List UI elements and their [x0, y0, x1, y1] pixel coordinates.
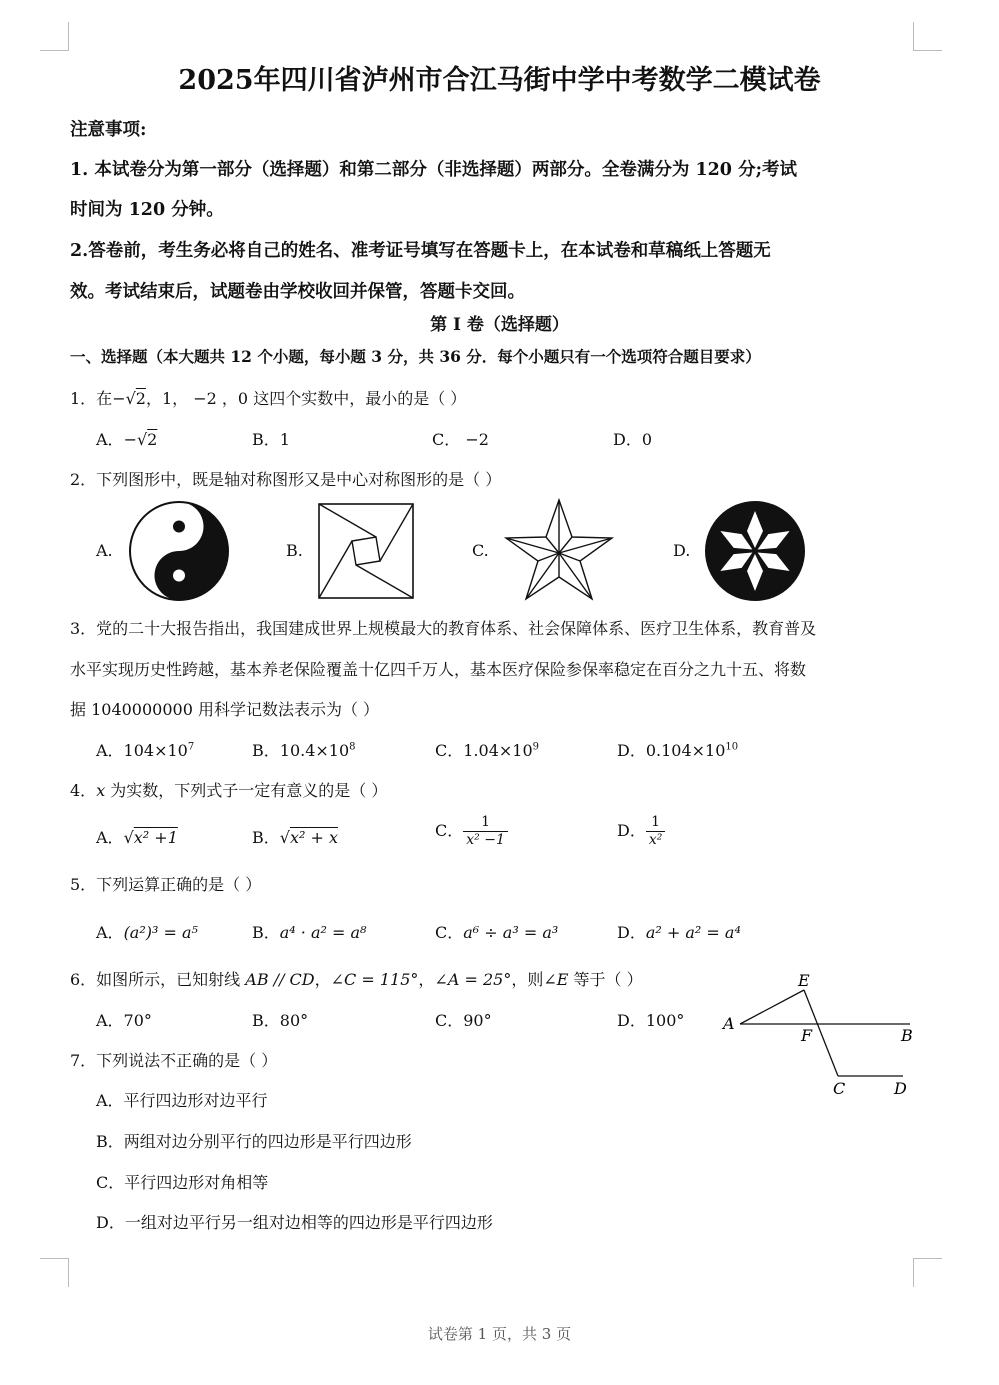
q1-neg: −	[112, 389, 126, 408]
q6-angle-e: ∠E	[543, 970, 569, 989]
q6-angle-c: ∠C = 115°	[330, 970, 419, 989]
q3-option-b-exp: 8	[349, 741, 356, 753]
notice-line1a: 1. 本试卷分为第一部分（选择题）和第二部分（非选择题）两部分。全卷满分为 120 分;考试	[70, 160, 798, 180]
question-3-line3: 据 1040000000 用科学记数法表示为（ ）	[70, 700, 380, 719]
point-label-a: A	[723, 1014, 735, 1033]
q5-option-d-label: D．	[617, 923, 646, 942]
yin-yang-icon	[128, 500, 230, 602]
q7-option-c: C．平行四边形对角相等	[96, 1173, 269, 1192]
q1-option-a	[96, 427, 157, 450]
notice-line2b: 效。考试结束后，试题卷由学校收回并保管，答题卡交回。	[70, 282, 525, 302]
crop-mark-bottom-left	[40, 1258, 69, 1287]
notice-line2a: 2.答卷前，考生务必将自己的姓名、准考证号填写在答题卡上，在本试卷和草稿纸上答题无	[70, 241, 771, 261]
q3-option-b	[252, 738, 356, 761]
notice-line1b: 时间为 120 分钟。	[70, 200, 224, 220]
crop-mark-top-right	[913, 22, 942, 51]
star-icon	[503, 497, 615, 603]
snowflake-disk-icon	[704, 500, 806, 602]
sqrt-symbol: √	[123, 828, 134, 847]
q1-text: ，1， −2 ，0 这四个实数中，最小的是（ ）	[145, 389, 467, 408]
q1-option-b: B．1	[252, 430, 290, 449]
notice-heading: 注意事项:	[70, 120, 147, 140]
q5-option-c-label: C．	[435, 923, 464, 942]
part-title: 第 I 卷（选择题）	[430, 315, 569, 335]
point-label-d: D	[894, 1079, 907, 1098]
q6-option-d: D．100°	[617, 1011, 685, 1030]
geometry-figure	[718, 968, 923, 1098]
q6-sep1: ，	[314, 970, 331, 989]
q1-option-a-radicand: 2	[147, 430, 158, 449]
q2-label-c: C.	[472, 541, 489, 560]
q6-option-c: C．90°	[435, 1011, 492, 1030]
q4-option-c-denominator: x² −1	[466, 832, 505, 848]
q5-option-b	[252, 920, 366, 943]
q3-option-d-base: D．0.104×10	[617, 741, 726, 760]
q3-option-b-base: B．10.4×10	[252, 741, 350, 760]
q1-option-a-neg: −	[123, 430, 137, 449]
q1-radicand: 2	[135, 389, 146, 408]
q4-variable: x	[96, 781, 106, 800]
q3-option-c-base: C．1.04×10	[435, 741, 533, 760]
q7-option-a: A．平行四边形对边平行	[96, 1091, 268, 1110]
q3-option-d	[617, 738, 738, 761]
q5-option-a	[96, 920, 198, 943]
q4-option-b-radicand: x² + x	[289, 828, 339, 847]
q3-option-a-base: A．104×10	[96, 741, 188, 760]
q4-option-c	[435, 814, 508, 849]
pinwheel-square-icon	[318, 503, 414, 599]
crop-mark-top-left	[40, 22, 69, 51]
q4-option-a-radicand: x² +1	[133, 828, 178, 847]
q4-option-d-label: D．	[617, 821, 646, 840]
q4-option-c-label: C．	[435, 821, 464, 840]
page-title: 2025年四川省泸州市合江马街中学中考数学二模试卷	[178, 65, 821, 96]
section-heading: 一、选择题（本大题共 12 个小题，每小题 3 分，共 36 分．每个小题只有一个选项符合题目要求）	[70, 347, 761, 366]
q4-option-d-denominator: x²	[648, 832, 663, 848]
page-footer: 试卷第 1 页，共 3 页	[427, 1325, 572, 1343]
q3-option-a	[96, 738, 194, 761]
sqrt-symbol: √	[136, 430, 148, 449]
q4-option-d-numerator: 1	[646, 814, 666, 832]
q4-option-b	[252, 825, 338, 848]
point-label-c: C	[833, 1079, 846, 1098]
point-label-b: B	[901, 1026, 913, 1045]
q1-option-a-label: A．	[96, 430, 124, 449]
sqrt-symbol: √	[279, 828, 290, 847]
q6-parallel: AB // CD	[245, 970, 315, 989]
question-3-line2: 水平实现历史性跨越，基本养老保险覆盖十亿四千万人，基本医疗保险参保率稳定在百分之九十五、将数	[70, 660, 807, 679]
segment-ae	[740, 990, 804, 1024]
q5-option-a-label: A．	[96, 923, 124, 942]
q6-angle-a: ∠A = 25°	[434, 970, 512, 989]
q2-label-d: D.	[673, 541, 691, 560]
q3-option-c	[435, 738, 539, 761]
q5-option-a-expr: (a²)³ = a⁵	[123, 923, 198, 942]
q4-text: 为实数，下列式子一定有意义的是（ ）	[105, 781, 388, 800]
q6-option-a: A．70°	[96, 1011, 152, 1030]
question-7: 7．下列说法不正确的是（ ）	[70, 1051, 278, 1070]
q7-option-b: B．两组对边分别平行的四边形是平行四边形	[96, 1132, 412, 1151]
q2-label-b: B.	[286, 541, 303, 560]
question-6	[70, 967, 643, 990]
q5-option-c	[435, 920, 558, 943]
q5-option-b-label: B．	[252, 923, 280, 942]
q4-option-d-fraction	[646, 814, 666, 849]
q1-option-d: D．0	[613, 430, 653, 449]
q6-post: 等于（ ）	[568, 970, 643, 989]
question-3-line1: 3．党的二十大报告指出，我国建成世界上规模最大的教育体系、社会保障体系、医疗卫生体系，教育普及	[70, 619, 817, 638]
crop-mark-bottom-right	[913, 1258, 942, 1287]
q4-option-c-fraction	[463, 814, 508, 849]
q4-option-a-label: A．	[96, 828, 124, 847]
q4-option-c-numerator: 1	[463, 814, 508, 832]
q6-sep3: ，则	[511, 970, 544, 989]
q7-option-d: D．一组对边平行另一组对边相等的四边形是平行四边形	[96, 1213, 493, 1232]
question-5: 5．下列运算正确的是（ ）	[70, 875, 262, 894]
q1-option-c: C． −2	[432, 430, 489, 449]
question-4	[70, 778, 387, 801]
point-label-f: F	[801, 1026, 813, 1045]
sqrt-symbol: √	[125, 389, 136, 408]
question-2: 2．下列图形中，既是轴对称图形又是中心对称图形的是（ ）	[70, 470, 502, 489]
q4-option-b-label: B．	[252, 828, 280, 847]
q3-option-a-exp: 7	[187, 741, 195, 753]
q6-pre: 6．如图所示，已知射线	[70, 970, 246, 989]
q5-option-d-expr: a² + a² = a⁴	[645, 923, 741, 942]
q4-option-d	[617, 814, 665, 849]
q5-option-b-expr: a⁴ · a² = a⁸	[279, 923, 367, 942]
q4-number: 4．	[70, 781, 97, 800]
point-label-e: E	[798, 971, 810, 990]
q3-option-c-exp: 9	[532, 741, 540, 753]
q1-pre: 1．在	[70, 389, 113, 408]
q5-option-c-expr: a⁶ ÷ a³ = a³	[463, 923, 559, 942]
q6-sep2: ，	[418, 970, 435, 989]
q5-option-d	[617, 920, 741, 943]
q2-label-a: A.	[96, 541, 113, 560]
q3-option-d-exp: 10	[725, 741, 739, 753]
q4-option-a	[96, 825, 178, 848]
question-1	[70, 386, 466, 409]
q6-option-b: B．80°	[252, 1011, 309, 1030]
